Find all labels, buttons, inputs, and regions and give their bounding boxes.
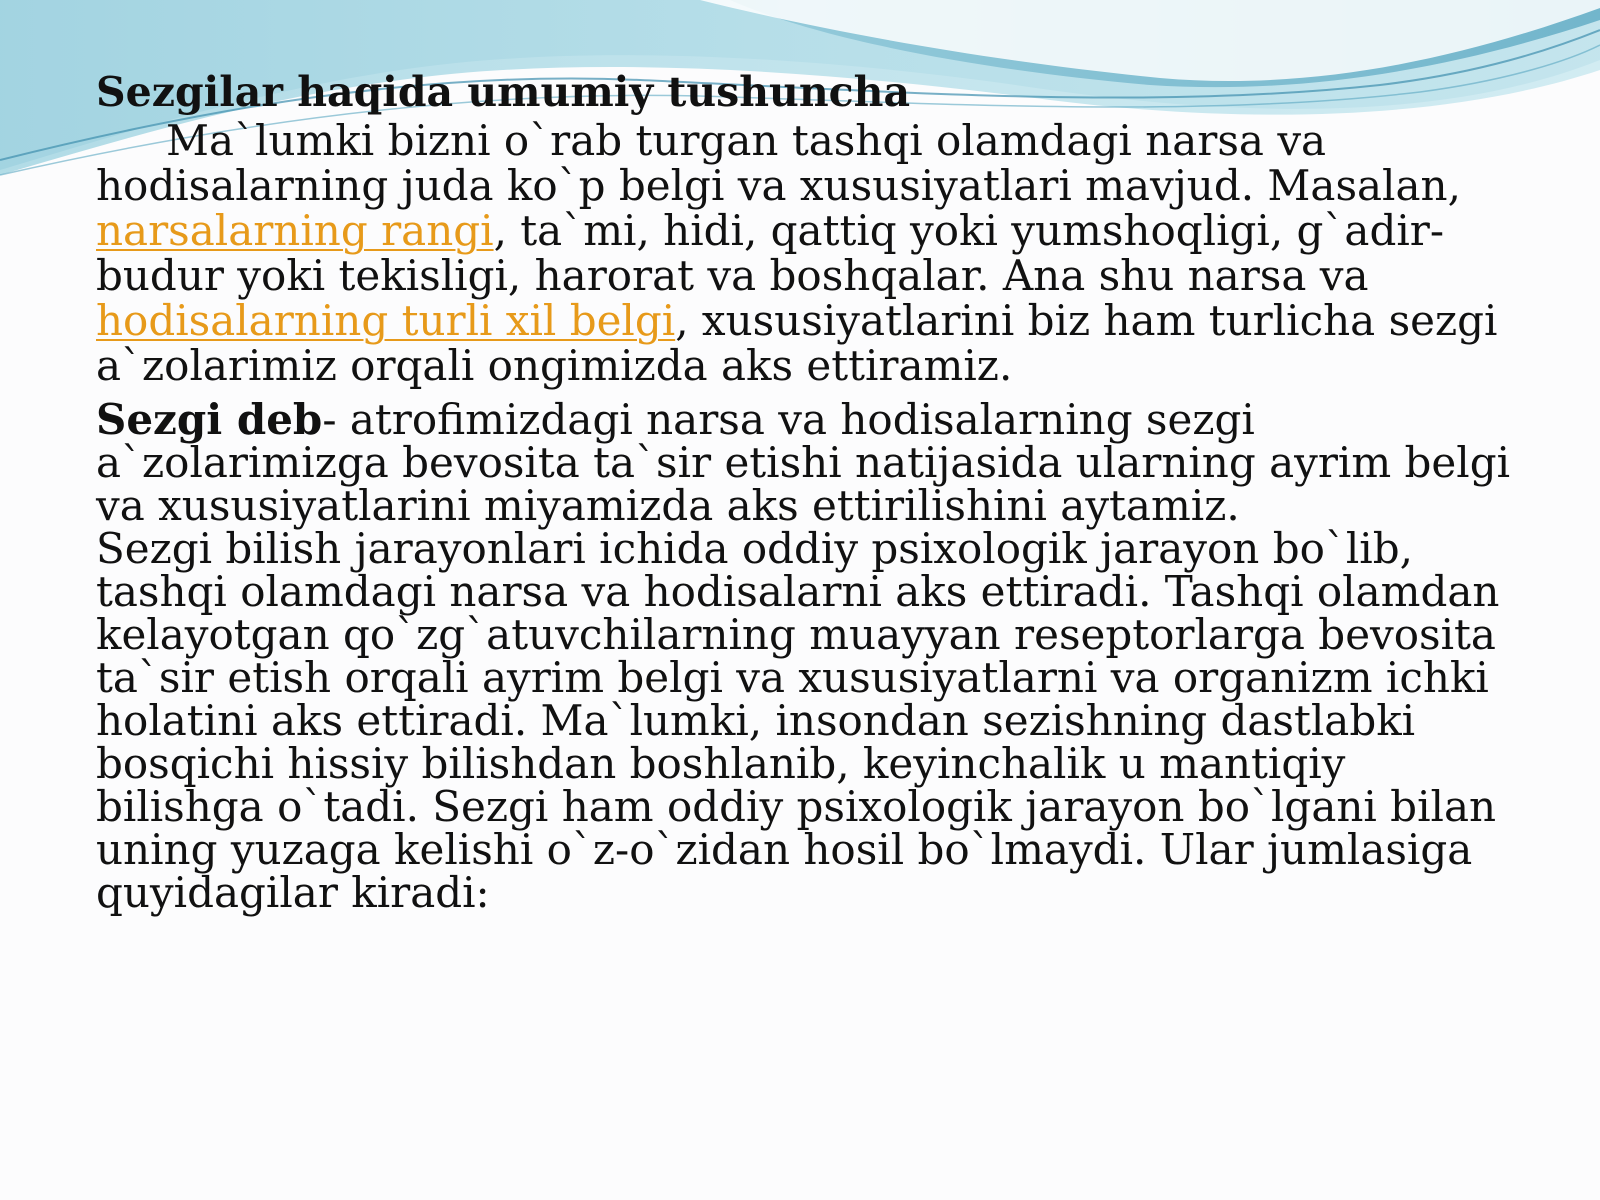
intro-paragraph	[96, 118, 1516, 388]
slide-title: Sezgilar haqida umumiy tushuncha	[96, 68, 911, 116]
link-hodisalarning-belgi[interactable]: hodisalarning turli xil belgi	[96, 296, 676, 345]
slide-content	[96, 66, 1516, 917]
intro-text-3: , xususiyatlarini biz ham turlicha sezgi a`zolarimiz orqali ongimizda aks ettiramiz.	[96, 296, 1498, 390]
intro-text-1: Ma`lumki bizni o`rab turgan tashqi olamdagi narsa va hodisalarning juda ko`p belgi va xususiyatlari mavjud. Masalan,	[96, 116, 1461, 210]
link-narsalarning-rangi[interactable]: narsalarning rangi	[96, 206, 494, 255]
definition-term: Sezgi deb	[96, 395, 323, 444]
definition-text: - atrofimizdagi narsa va hodisalarning sezgi a`zolarimizga bevosita ta`sir etishi natijasida ularning ayrim belgi va xususiyatlarini miyamizda aks ettirilishini aytamiz.	[96, 395, 1511, 530]
definition-paragraph	[96, 395, 1516, 917]
body-text: Sezgi bilish jarayonlari ichida oddiy psixologik jarayon bo`lib, tashqi olamdagi narsa va hodisalarni aks ettiradi. Tashqi olamdan kelayotgan qo`zg`atuvchilarning muayyan reseptorlarga bevosita ta`sir etish orqali ayrim belgi va xususiyatlarni va organizm ichki holatini aks ettiradi. Ma`lumki, insondan sezishning dastlabki bosqichi hissiy bilishdan boshlanib, keyinchalik u mantiqiy bilishga o`tadi. Sezgi ham oddiy psixologik jarayon bo`lgani bilan uning yuzaga kelishi o`z-o`zidan hosil bo`lmaydi. Ular jumlasiga quyidagilar kiradi:	[96, 524, 1500, 917]
intro-text-2: , ta`mi, hidi, qattiq yoki yumshoqligi, g`adir-budur yoki tekisligi, harorat va boshqalar. Ana shu narsa va	[96, 206, 1445, 300]
